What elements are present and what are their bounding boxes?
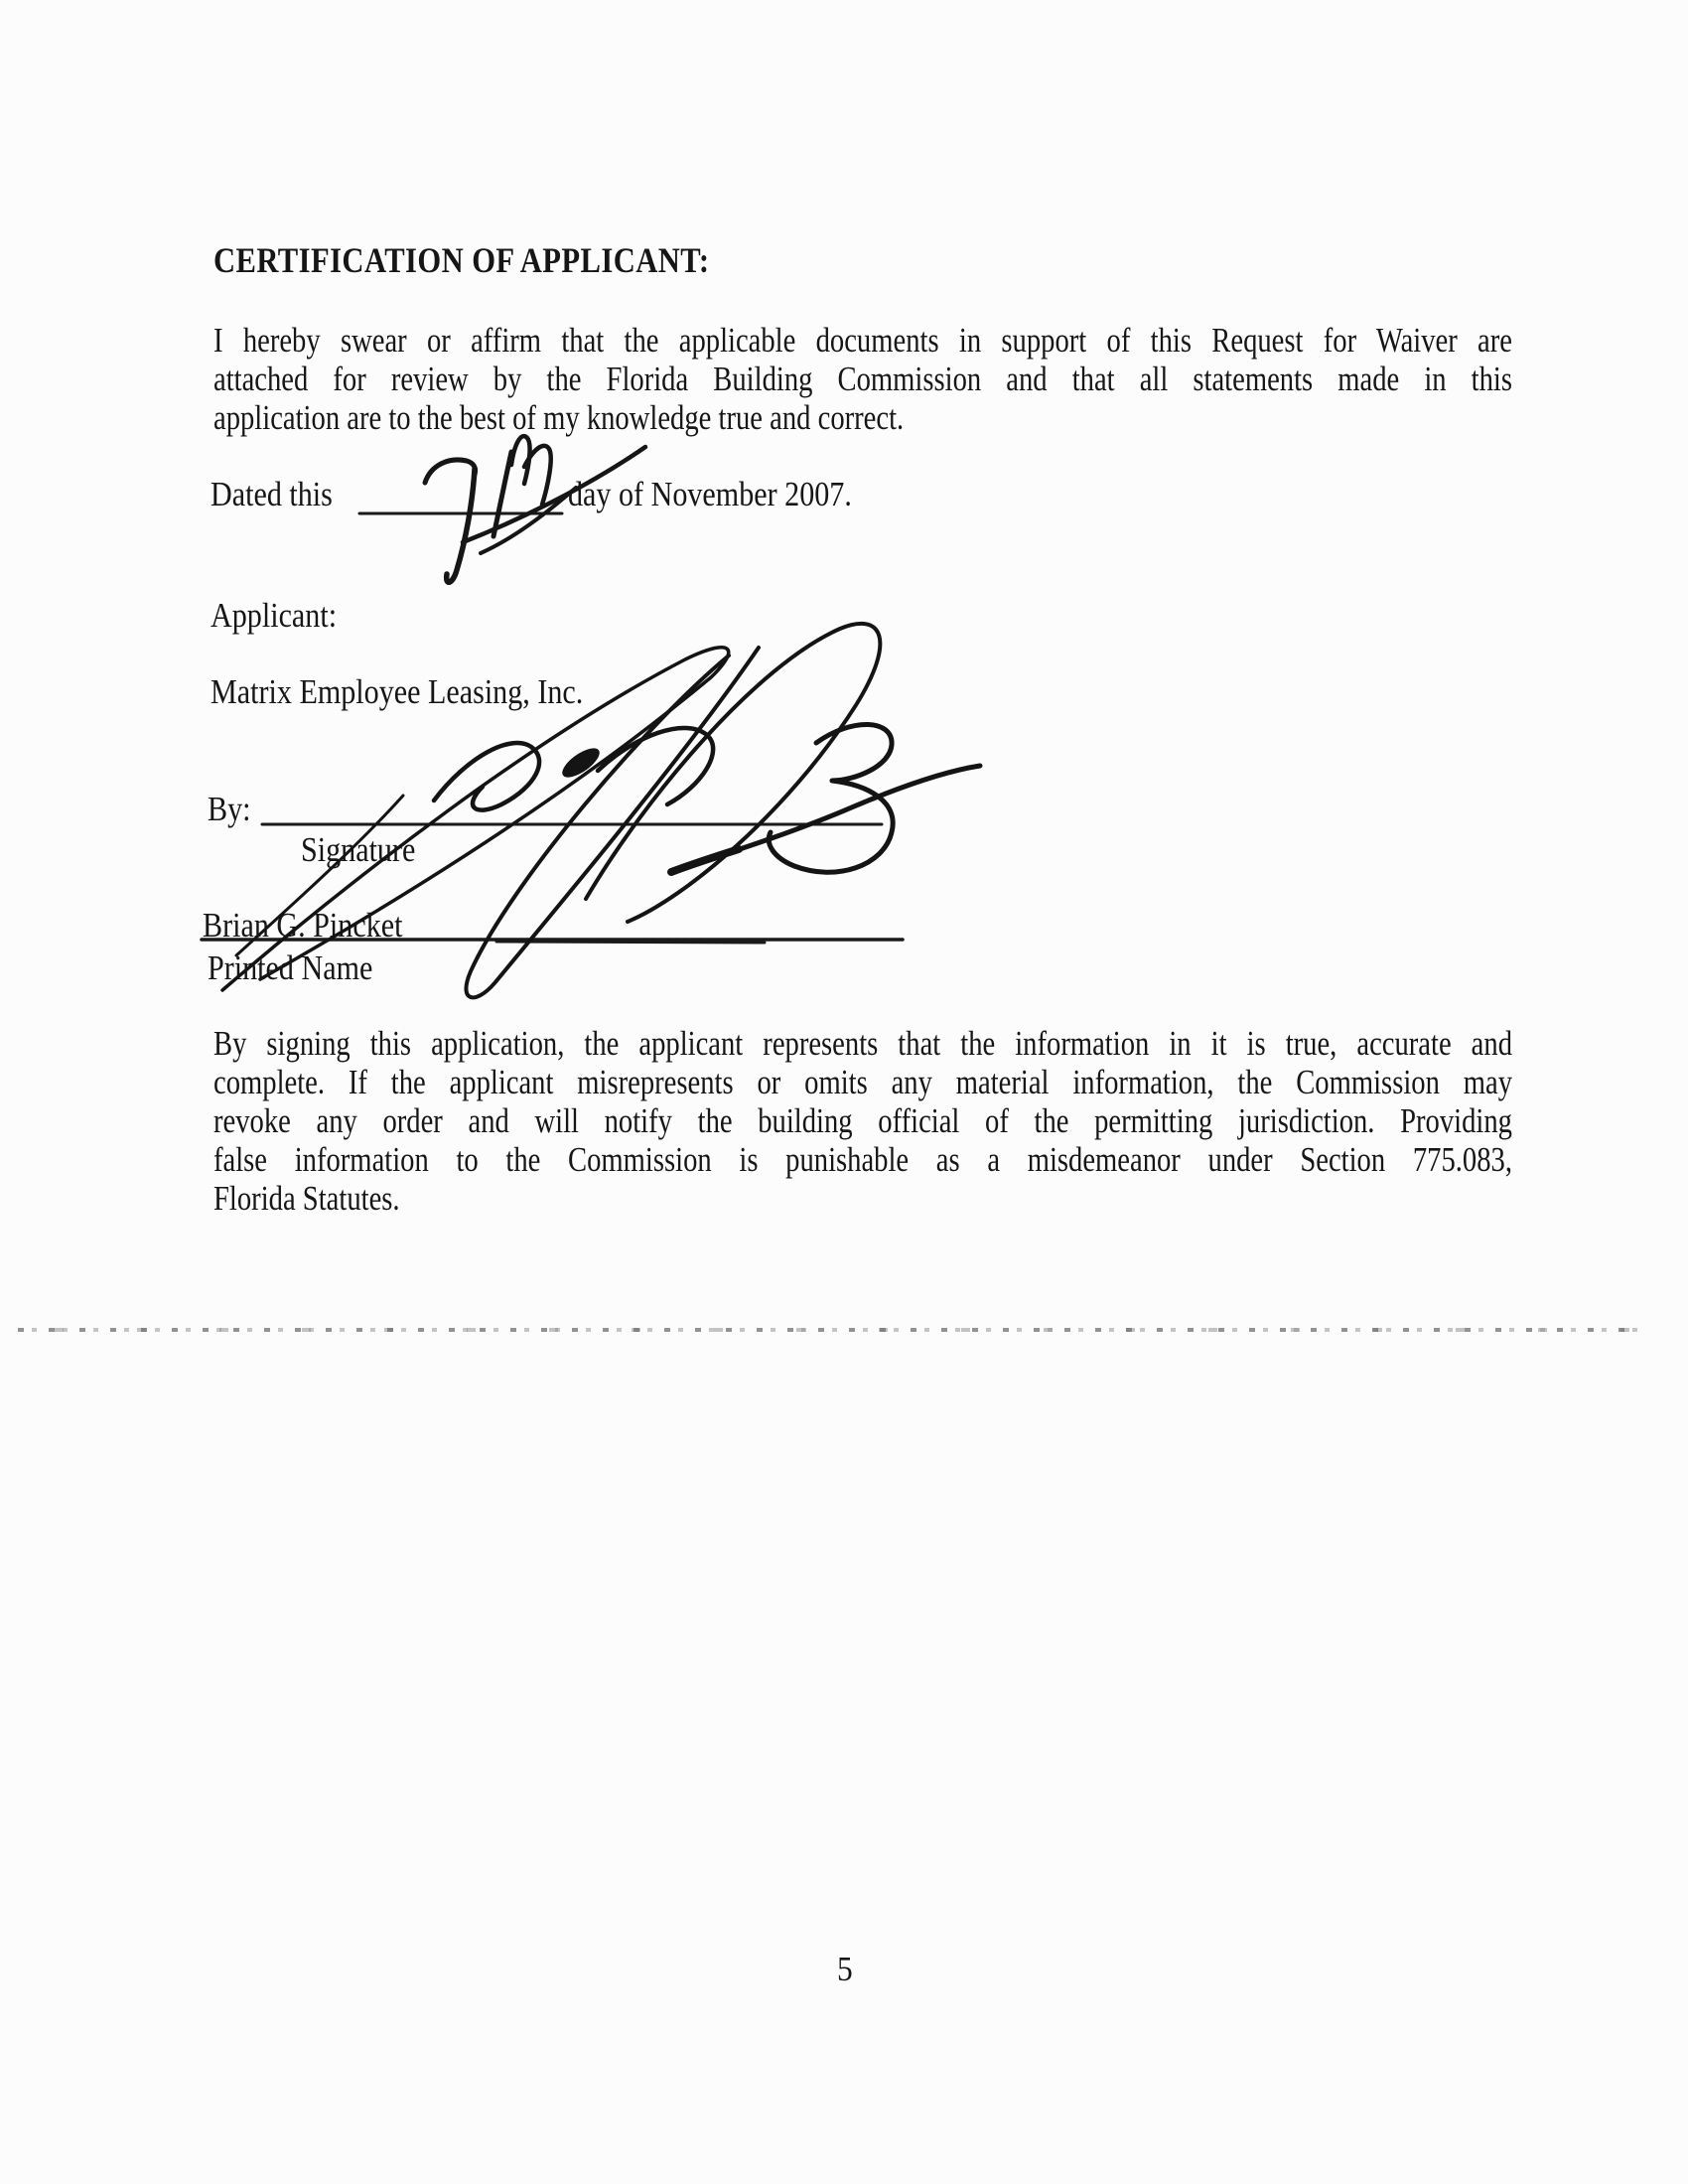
page-number: 5 [837,1950,853,1988]
paragraph-line: Florida Statutes. [213,1179,400,1218]
paragraph-line: I hereby swear or affirm that the applicable documents in support of this Request for Waiver are [213,321,1512,360]
day-of-november-label: day of November 2007. [568,475,852,513]
document-title: CERTIFICATION OF APPLICANT: [213,240,710,280]
printed-name-caption: Printed Name [208,948,373,987]
applicant-label: Applicant: [211,596,338,635]
by-label: By: [208,790,251,828]
paragraph-line: By signing this application, the applicant represents that the information in it is true, accurate and [213,1024,1512,1063]
scan-artifact-dotted-line [18,1328,1646,1332]
paragraph-line: attached for review by the Florida Building Commission and that all statements made in this [213,360,1512,398]
printed-name-rule-line-thick [496,942,765,943]
printed-name-value: Brian G. Pincket [203,906,403,945]
representation-paragraph [213,1024,1512,1218]
certification-paragraph [213,321,1512,437]
signature-caption: Signature [301,830,416,869]
dated-this-label: Dated this [211,475,333,513]
paragraph-line: false information to the Commission is punishable as a misdemeanor under Section 775.083, [213,1140,1512,1179]
company-name: Matrix Employee Leasing, Inc. [211,672,584,711]
paragraph-line: application are to the best of my knowledge true and correct. [213,398,905,437]
paragraph-line: complete. If the applicant misrepresents or omits any material information, the Commission may [213,1063,1512,1101]
paragraph-line: revoke any order and will notify the building official of the permitting jurisdiction. Providing [213,1101,1512,1140]
